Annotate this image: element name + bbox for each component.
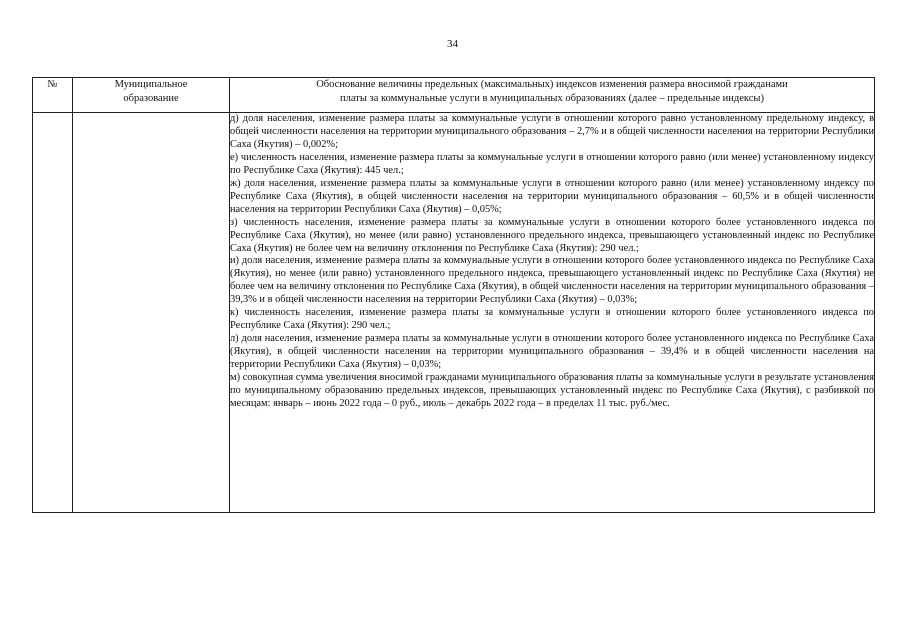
column-header-justification — [230, 78, 875, 113]
column-header-municipality — [73, 78, 230, 113]
paragraph-k: к) численность населения, изменение размера платы за коммунальные услуги в отношении которого более установленного индекса по Республике Саха (Якутия): 290 чел.; — [230, 307, 874, 332]
row-number-cell — [33, 113, 73, 513]
column-header-justification-line1: Обоснование величины предельных (максимальных) индексов изменения размера вносимой гражданами — [316, 79, 788, 90]
table-row — [33, 113, 875, 513]
paragraph-zh: ж) доля населения, изменение размера платы за коммунальные услуги в отношении которого равно (или менее) установленному индексу по Республике Саха (Якутия), в общей численности населения на территории муниципального образования – 60,5% и в общей численности населения на территории Республики Саха (Якутия) – 0,05%; — [230, 177, 874, 215]
page-number: 34 — [447, 38, 458, 50]
column-header-municipality-line1: Муниципальное — [114, 79, 188, 90]
column-header-number: № — [33, 78, 73, 113]
row-municipality-cell — [73, 113, 230, 513]
column-header-justification-line2: платы за коммунальные услуги в муниципальных образованиях (далее – предельные индексы) — [340, 92, 764, 104]
paragraph-z: з) численность населения, изменение размера платы за коммунальные услуги в отношении которого более установленного индекса по Республике Саха (Якутия), но менее (или равно) установленного предельного индекса, превышающего установленный индекс по Республике Саха (Якутия) не более чем на величину отклонения по Республике Саха (Якутия): 290 чел.; — [230, 216, 874, 254]
paragraph-i: и) доля населения, изменение размера платы за коммунальные услуги в отношении которого более установленного индекса по Республике Саха (Якутия), но менее (или равно) установленного предельного индекса, превышающего установленный индекс по Республике Саха (Якутия) не более чем на величину отклонения по Республике Саха (Якутия), в общей численности населения на территории муниципального образования – 39,3% и в общей численности населения на территории Республики Саха (Якутия) – 0,03%; — [230, 255, 874, 306]
row-justification-cell — [230, 113, 875, 513]
column-header-municipality-line2: образование — [123, 92, 179, 104]
justification-table — [32, 77, 875, 513]
paragraph-e: е) численность населения, изменение размера платы за коммунальные услуги в отношении которого равно (или менее) установленному индексу по Республике Саха (Якутия): 445 чел.; — [230, 151, 874, 176]
paragraph-l: л) доля населения, изменение размера платы за коммунальные услуги в отношении которого более установленного индекса по Республике Саха (Якутия), в общей численности населения на территории муниципального образования – 39,4% и в общей численности населения на территории Республики Саха (Якутия) – 0,03%; — [230, 333, 874, 371]
paragraph-m: м) совокупная сумма увеличения вносимой гражданами муниципального образования платы за коммунальные услуги в результате установления по муниципальному образованию предельных индексов, превышающих установленный индекс по Республике Саха (Якутия), с разбивкой по месяцам: январь – июнь 2022 года – 0 руб., июль – декабрь 2022 года – в пределах 11 тыс. руб./мес. — [230, 372, 874, 409]
paragraph-d: д) доля населения, изменение размера платы за коммунальные услуги в отношении которого равно установленному предельному индексу, в общей численности населения на территории муниципального образования – 2,7% и в общей численности населения на территории Республики Саха (Якутия) – 0,002%; — [230, 113, 874, 150]
table-header-row — [33, 78, 875, 113]
